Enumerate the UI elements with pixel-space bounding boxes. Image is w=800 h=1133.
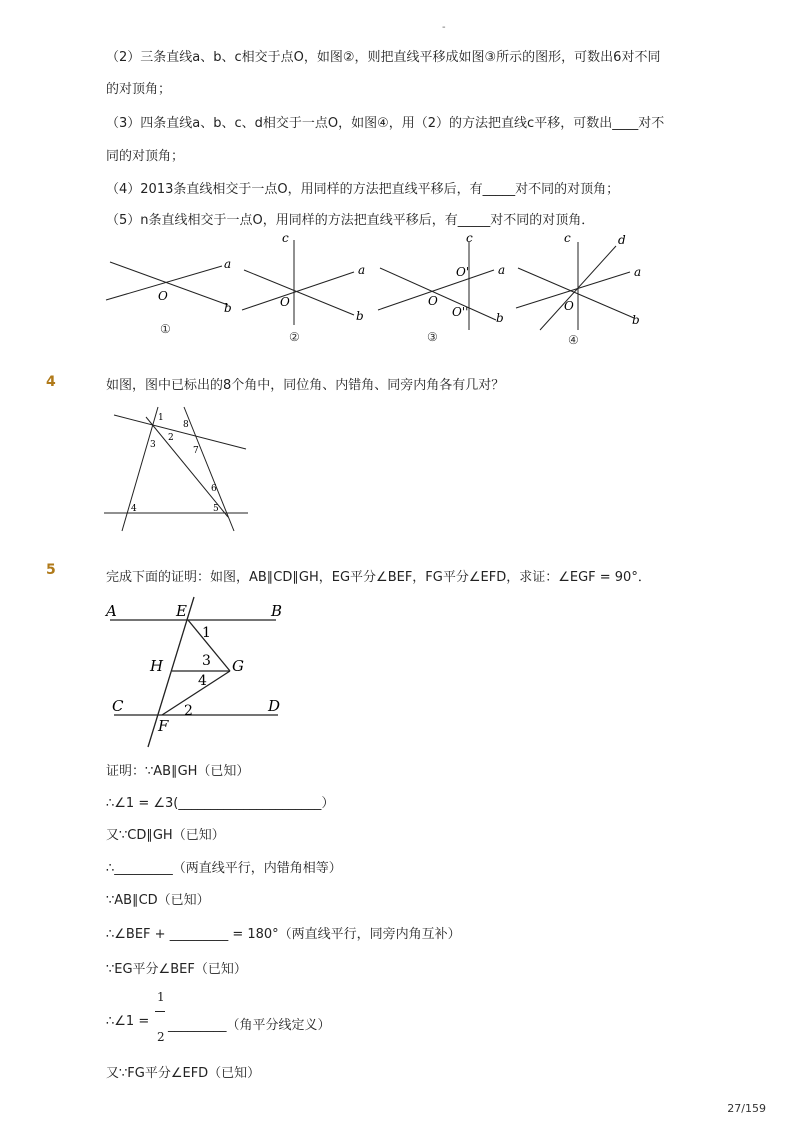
proof-line-9: 又∵FG平分∠EFD（已知） — [106, 1066, 261, 1081]
q3-part3-line2: 同的对顶角； — [106, 149, 185, 164]
fig2-label-c: c — [282, 231, 289, 245]
proof-line-5: ∵AB∥CD（已知） — [106, 893, 210, 908]
q4-angle-2: 2 — [168, 433, 174, 443]
q4-angle-8: 8 — [183, 420, 189, 430]
proof-line-7: ∵EG平分∠BEF（已知） — [106, 962, 247, 977]
q5-angle-1: 1 — [202, 625, 211, 641]
fig1-label-o: O — [158, 289, 168, 303]
proof-line-4: ∴_________（两直线平行，内错角相等） — [106, 861, 342, 876]
q5-figure — [100, 595, 300, 755]
page-number: 27/159 — [727, 1102, 766, 1115]
q3-part3-line1: （3）四条直线a、b、c、d相交于一点O，如图④，用（2）的方法把直线c平移，可数出____对不 — [106, 116, 665, 131]
fig2-label-a: a — [358, 263, 366, 277]
q5-angle-2: 2 — [184, 703, 193, 719]
figure-2 — [236, 230, 376, 340]
figure-3 — [374, 230, 514, 340]
fig4-label-d: d — [618, 233, 626, 247]
fig3-caption: ③ — [427, 330, 438, 344]
fig4-label-c: c — [564, 231, 571, 245]
q5-text: 完成下面的证明：如图，AB∥CD∥GH，EG平分∠BEF，FG平分∠EFD，求证：∠EGF = 90°． — [106, 570, 651, 585]
q3-part2-line2: 的对顶角； — [106, 82, 172, 97]
fig2-label-o: O — [280, 295, 290, 309]
q4-angle-6: 6 — [211, 484, 217, 494]
fig3-label-o-double-prime: O'' — [452, 305, 469, 319]
q5-label-b: B — [271, 602, 283, 620]
fig4-label-o: O — [564, 299, 574, 313]
q4-angle-7: 7 — [193, 446, 199, 456]
q4-angle-4: 4 — [131, 504, 137, 514]
fig2-caption: ② — [289, 330, 300, 344]
figure-4 — [510, 230, 650, 340]
fig3-label-o-prime: O' — [456, 265, 470, 279]
proof-line-8-prefix: ∴∠1 = — [106, 1014, 150, 1029]
fig1-label-b: b — [224, 301, 232, 315]
fraction-numerator: 1 — [157, 990, 165, 1004]
fig2-label-b: b — [356, 309, 364, 323]
proof-line-3: 又∵CD∥GH（已知） — [106, 828, 225, 843]
q5-label-d: D — [268, 697, 281, 715]
fraction-bar — [155, 1011, 165, 1012]
q3-part4: （4）2013条直线相交于一点O，用同样的方法把直线平移后，有_____对不同的对顶角； — [106, 182, 620, 197]
proof-line-2: ∴∠1 = ∠3(______________________） — [106, 796, 335, 811]
proof-line-6: ∴∠BEF + _________ = 180°（两直线平行，同旁内角互补） — [106, 927, 461, 942]
q5-label-f: F — [158, 717, 169, 735]
q5-label-h: H — [150, 657, 164, 675]
q4-figure — [100, 405, 260, 535]
q4-angle-3: 3 — [150, 440, 156, 450]
fig4-label-a: a — [634, 265, 642, 279]
q4-text: 如图，图中已标出的8个角中，同位角、内错角、同旁内角各有几对？ — [106, 378, 505, 393]
q5-angle-3: 3 — [202, 653, 211, 669]
fig1-label-a: a — [224, 257, 232, 271]
q4-number: 4 — [46, 374, 56, 390]
header-mark: - — [442, 22, 446, 33]
fig1-caption: ① — [160, 322, 171, 336]
proof-line-8-suffix: _________（角平分线定义） — [168, 1018, 331, 1033]
fig3-label-c: c — [466, 231, 473, 245]
fig4-caption: ④ — [568, 333, 579, 347]
q5-number: 5 — [46, 562, 56, 578]
q5-angle-4: 4 — [198, 673, 207, 689]
q4-angle-5: 5 — [213, 504, 219, 514]
fraction-denominator: 2 — [157, 1030, 165, 1044]
q3-part2-line1: （2）三条直线a、b、c相交于点O，如图②，则把直线平移成如图③所示的图形，可数出6对不同 — [106, 50, 661, 65]
q4-angle-1: 1 — [158, 413, 164, 423]
q5-label-c: C — [112, 697, 124, 715]
q5-label-e: E — [176, 602, 187, 620]
fig3-label-o: O — [428, 294, 438, 308]
q5-label-g: G — [232, 657, 244, 675]
fig4-label-b: b — [632, 313, 640, 327]
q3-part5: （5）n条直线相交于一点O，用同样的方法把直线平移后，有_____对不同的对顶角． — [106, 213, 595, 228]
fig3-label-b: b — [496, 311, 504, 325]
fig3-label-a: a — [498, 263, 506, 277]
proof-line-1: 证明：∵AB∥GH（已知） — [106, 764, 250, 779]
q5-label-a: A — [106, 602, 117, 620]
